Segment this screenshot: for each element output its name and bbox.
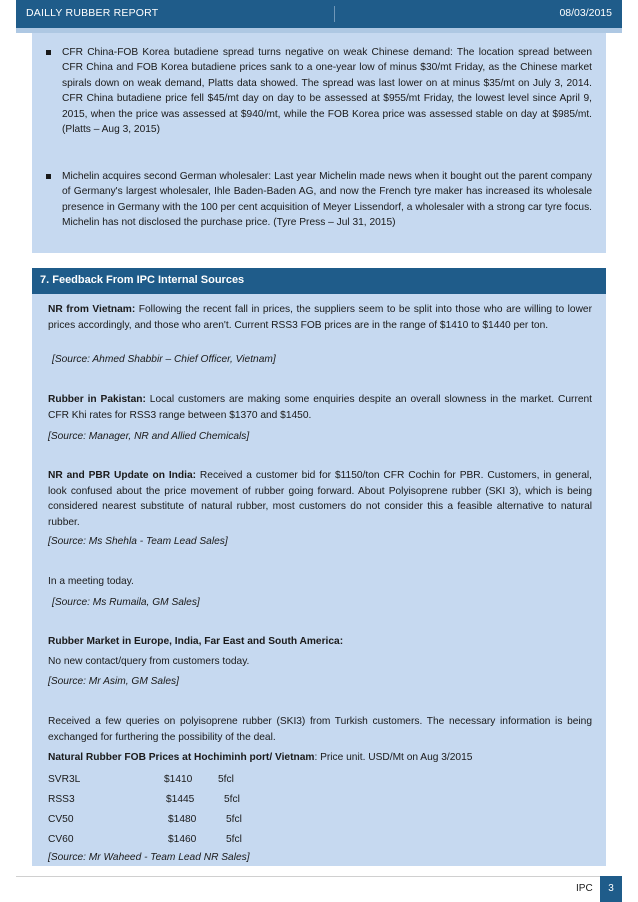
feedback-meeting: In a meeting today. — [48, 576, 134, 587]
feedback-source: [Source: Ms Rumaila, GM Sales] — [52, 597, 200, 608]
price-value: $1410 — [164, 774, 193, 785]
report-date: 08/03/2015 — [559, 7, 612, 19]
feedback-heading: NR and PBR Update on India: — [48, 470, 197, 481]
price-grade: CV60 — [48, 834, 74, 845]
page-number: 3 — [600, 876, 622, 902]
feedback-panel — [32, 294, 606, 866]
feedback-vietnam — [48, 302, 592, 333]
feedback-source: [Source: Ahmed Shabbir – Chief Officer, Vietnam] — [52, 354, 276, 365]
feedback-text: No new contact/query from customers today. — [48, 656, 250, 667]
feedback-source: [Source: Ms Shehla - Team Lead Sales] — [48, 536, 228, 547]
report-title: DAILLY RUBBER REPORT — [26, 7, 159, 19]
footer-org: IPC — [576, 883, 593, 894]
feedback-turkey: Received a few queries on polyisoprene rubber (SKI3) from Turkish customers. The necessary information is being exchanged for furthering the possibility of the deal. — [48, 716, 592, 743]
feedback-heading: Rubber in Pakistan: — [48, 394, 146, 405]
price-unit: 5fcl — [226, 834, 242, 845]
feedback-text: : Price unit. USD/Mt on Aug 3/2015 — [314, 752, 473, 763]
price-value: $1480 — [168, 814, 197, 825]
header-divider — [334, 6, 335, 22]
price-grade: SVR3L — [48, 774, 81, 785]
feedback-text: Local customers are making some enquiries despite an overall slowness in the market. Current CFR Khi rates for RSS3 range between $1370 and $1450. — [48, 394, 593, 421]
news-text: Michelin acquires second German wholesaler: Last year Michelin made news when it bought out the parent company of Germany's largest wholesaler, Ihle Baden-Baden AG, and now the French tyre maker has increased its wholesale presence in Germany with the 100 per cent acquisition of Meyer Lissendorf, a wholesaler with a strong car tyre focus. Michelin has not disclosed the purchase price. (Tyre Press – Jul 31, 2015) — [62, 171, 592, 229]
footer-divider — [16, 876, 622, 877]
feedback-source: [Source: Mr Waheed - Team Lead NR Sales] — [48, 852, 250, 863]
news-item — [62, 169, 592, 231]
feedback-text: Received a customer bid for $1150/ton CFR Cochin for PBR. Customers, in general, look confused about the price movement of rubber going forward. About Polyisoprene rubber (SKI 3), which is being considered nearest substitute of natural rubber, most customers do not consider this a feasible alternative to natural rubber. — [48, 470, 593, 528]
price-grade: CV50 — [48, 814, 74, 825]
bullet-icon — [46, 174, 51, 179]
price-grade: RSS3 — [48, 794, 75, 805]
feedback-heading: Rubber Market in Europe, India, Far East and South America: — [48, 636, 344, 647]
section-heading — [32, 268, 606, 294]
price-unit: 5fcl — [218, 774, 234, 785]
feedback-text: Following the recent fall in prices, the suppliers seem to be split into those who are willing to lower prices accordingly, and those who aren't. Current RSS3 FOB prices are in the range of $1410 to $1440 per ton. — [48, 304, 592, 331]
price-value: $1445 — [166, 794, 195, 805]
price-unit: 5fcl — [226, 814, 242, 825]
news-text: CFR China-FOB Korea butadiene spread turns negative on weak Chinese demand: The location spread between CFR China and FOB Korea butadiene prices sank to a one-year low of minus $30/mt Friday, as the Chinese market spirals down on weak demand, Platts data showed. The spread was last lower on at minus $35/mt on July 3, 2014. CFR China butadiene price fell $45/mt day on day to be assessed at $955/mt Friday, the lowest level since April 9, 2015, when the price was assessed at $940/mt, while the FOB Korea price was assessed stable on day at $985/mt. (Platts – Aug 3, 2015) — [62, 47, 592, 136]
feedback-heading: Natural Rubber FOB Prices at Hochiminh port/ Vietnam — [48, 752, 315, 763]
feedback-hochiminh — [48, 750, 592, 766]
section-title: 7. Feedback From IPC Internal Sources — [40, 274, 245, 286]
feedback-pakistan — [48, 392, 592, 423]
price-value: $1460 — [168, 834, 197, 845]
feedback-heading: NR from Vietnam: — [48, 304, 136, 315]
price-unit: 5fcl — [224, 794, 240, 805]
news-panel — [32, 33, 606, 253]
news-item — [62, 45, 592, 137]
feedback-source: [Source: Manager, NR and Allied Chemicals] — [48, 431, 250, 442]
bullet-icon — [46, 50, 51, 55]
feedback-source: [Source: Mr Asim, GM Sales] — [48, 676, 179, 687]
feedback-india — [48, 468, 592, 530]
report-header — [16, 0, 622, 28]
